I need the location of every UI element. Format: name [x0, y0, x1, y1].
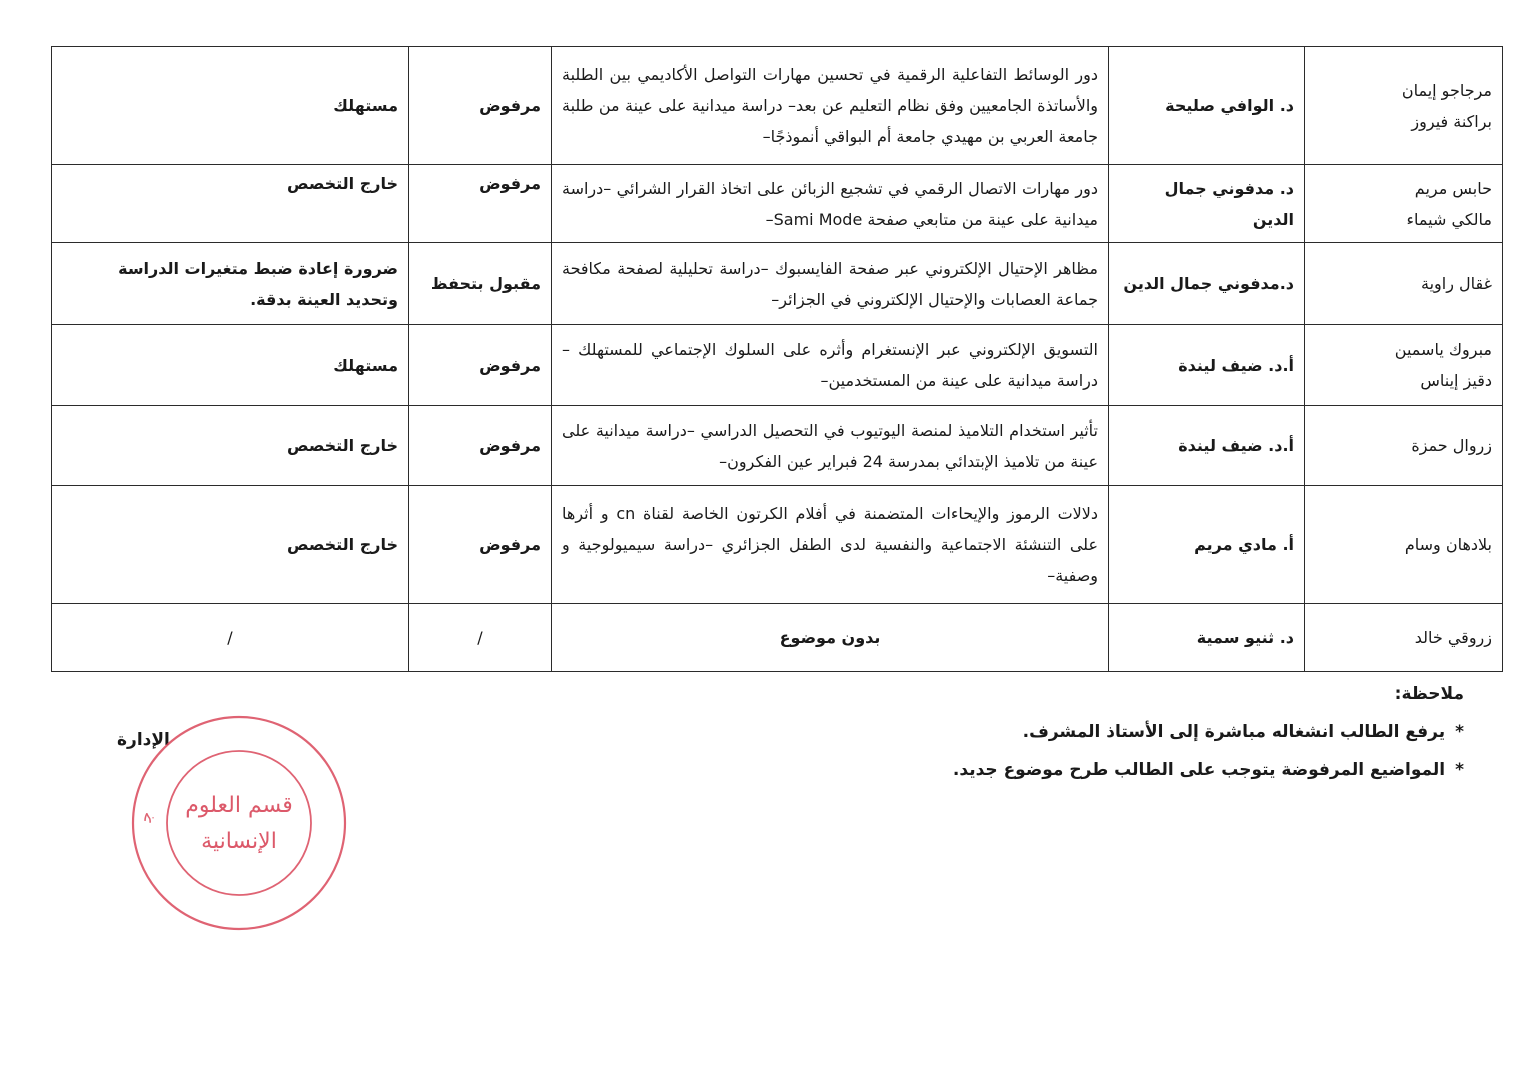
- decision: مرفوض: [409, 406, 552, 486]
- table-row: [52, 165, 1503, 243]
- student-name: زروقي خالد: [1414, 628, 1492, 647]
- supervisor-name: أ.د. ضيف ليندة: [1109, 325, 1305, 406]
- supervisor-name: أ.د. ضيف ليندة: [1109, 406, 1305, 486]
- student-names: [1305, 47, 1503, 165]
- notes-section: [953, 684, 1464, 798]
- thesis-topic: دور الوسائط التفاعلية الرقمية في تحسين مهارات التواصل الأكاديمي بين الطلبة والأساتذة الجامعيين وفق نظام التعليم عن بعد– دراسة ميدانية على عينة من طلبة جامعة العربي بن مهيدي جامعة أم البواقي أنموذجًا–: [552, 47, 1109, 165]
- student-name: حابس مريم: [1414, 178, 1492, 198]
- table-row: [52, 406, 1503, 486]
- decision: مقبول بتحفظ: [409, 243, 552, 325]
- supervisor-name: د. مدفوني جمال الدين: [1109, 165, 1305, 243]
- thesis-topic: دور مهارات الاتصال الرقمي في تشجيع الزبائن على اتخاذ القرار الشرائي –دراسة ميدانية على عينة من متابعي صفحة Sami Mode–: [552, 165, 1109, 243]
- decision-note: مستهلك: [52, 325, 409, 406]
- decision-note: خارج التخصص: [52, 165, 409, 243]
- supervisor-name: د. الوافي صليحة: [1109, 47, 1305, 165]
- supervisor-name: أ. مادي مريم: [1109, 486, 1305, 604]
- supervisor-name: د.مدفوني جمال الدين: [1109, 243, 1305, 325]
- note-text: يرفع الطالب انشغاله مباشرة إلى الأستاذ المشرف.: [1022, 722, 1446, 742]
- student-name: غقال راوية: [1421, 274, 1492, 293]
- table-row: [52, 486, 1503, 604]
- department-stamp: [128, 712, 350, 934]
- stamp-center-line2: الإنسانية: [201, 829, 277, 854]
- table-row: [52, 604, 1503, 672]
- decision: مرفوض: [409, 47, 552, 165]
- student-name: مرجاجو إيمان: [1401, 80, 1492, 100]
- student-names: [1305, 406, 1503, 486]
- stamp-seal-icon: [128, 712, 350, 934]
- supervisor-name: د. ثنيو سمية: [1109, 604, 1305, 672]
- thesis-topic: التسويق الإلكتروني عبر الإنستغرام وأثره على السلوك الإجتماعي للمستهلك –دراسة ميدانية على عينة من المستخدمين–: [552, 325, 1109, 406]
- thesis-topic: تأثير استخدام التلاميذ لمنصة اليوتيوب في التحصيل الدراسي –دراسة ميدانية على عينة من تلاميذ الإبتدائي بمدرسة 24 فبراير عين الفكرون–: [552, 406, 1109, 486]
- student-names: [1305, 165, 1503, 243]
- decision-note: خارج التخصص: [52, 486, 409, 604]
- decision-note: مستهلك: [52, 47, 409, 165]
- administration-label: الإدارة: [117, 730, 170, 750]
- thesis-topic: بدون موضوع: [552, 604, 1109, 672]
- student-names: [1305, 486, 1503, 604]
- table-row: [52, 325, 1503, 406]
- student-name: بلادهان وسام: [1404, 535, 1492, 554]
- student-name: مالكي شيماء: [1406, 209, 1492, 229]
- student-name: دقيز إيناس: [1420, 371, 1492, 390]
- decision: /: [409, 604, 552, 672]
- table-row: [52, 243, 1503, 325]
- student-name: براكنة فيروز: [1411, 111, 1492, 131]
- decision: مرفوض: [409, 486, 552, 604]
- bullet-star-icon: *: [1455, 722, 1464, 742]
- table-row: [52, 47, 1503, 165]
- decision: مرفوض: [409, 325, 552, 406]
- notes-title: ملاحظة:: [1394, 684, 1464, 704]
- note-text: المواضيع المرفوضة يتوجب على الطالب طرح موضوع جديد.: [952, 760, 1446, 780]
- decision-note: ضرورة إعادة ضبط متغيرات الدراسة وتحديد العينة بدقة.: [52, 243, 409, 325]
- note-item: [953, 760, 1464, 780]
- decision: مرفوض: [409, 165, 552, 243]
- decision-note: /: [52, 604, 409, 672]
- thesis-topic: دلالات الرموز والإيحاءات المتضمنة في أفلام الكرتون الخاصة لقناة cn و أثرها على التنشئة الاجتماعية والنفسية لدى الطفل الجزائري –دراسة سيميولوجية و وصفية–: [552, 486, 1109, 604]
- note-item: [953, 722, 1464, 742]
- student-name: زروال حمزة: [1411, 436, 1492, 455]
- decision-note: خارج التخصص: [52, 406, 409, 486]
- stamp-center-line1: قسم العلوم: [185, 793, 293, 818]
- svg-text:جامعة أم البواقي * كلية العلوم: [128, 712, 157, 824]
- thesis-topic: مظاهر الإحتيال الإلكتروني عبر صفحة الفايسبوك –دراسة تحليلية لصفحة مكافحة جماعة العصابات والإحتيال الإلكتروني في الجزائر–: [552, 243, 1109, 325]
- student-names: [1305, 325, 1503, 406]
- results-table: [51, 46, 1503, 672]
- student-names: [1305, 243, 1503, 325]
- bullet-star-icon: *: [1455, 760, 1464, 780]
- stamp-outer-text: ج: [135, 811, 157, 823]
- student-names: [1305, 604, 1503, 672]
- student-name: مبروك ياسمين: [1394, 340, 1492, 359]
